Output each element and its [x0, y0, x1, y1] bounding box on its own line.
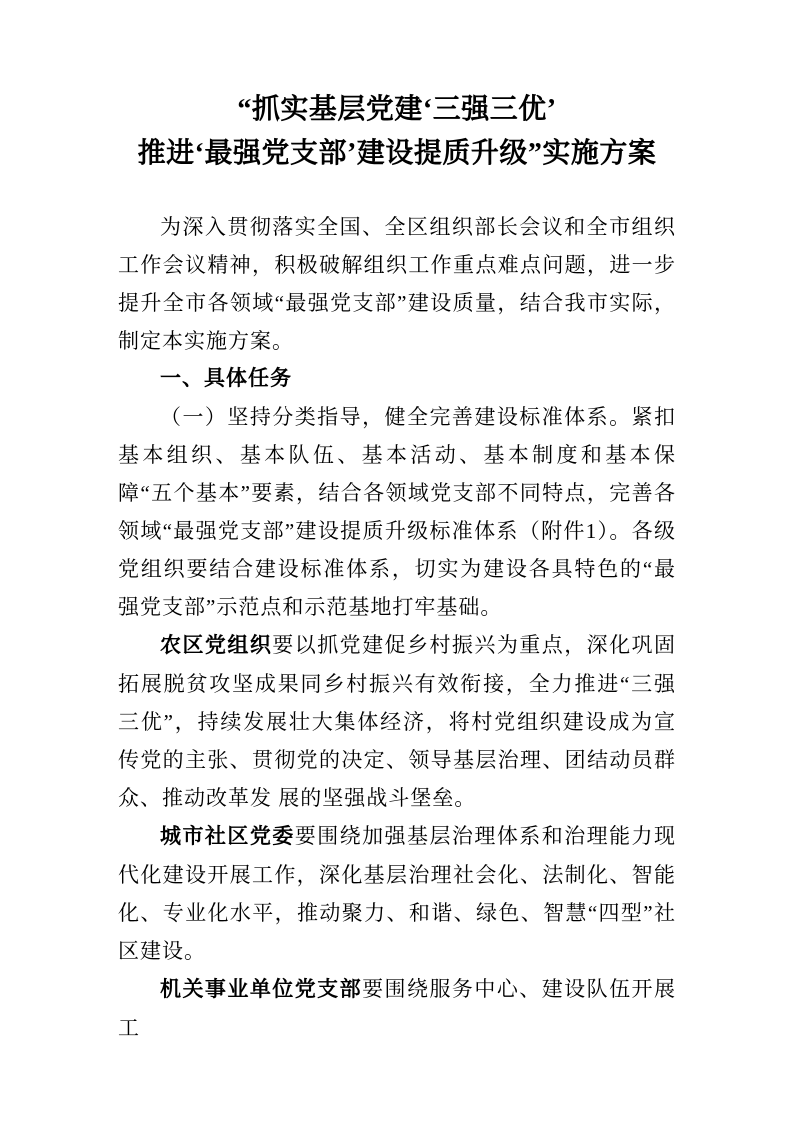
intro-paragraph — [118, 208, 676, 360]
paragraph-standards-text: 紧扣基本组织、基本队伍、基本活动、基本制度和基本保障“五个基本”要素，结合各领域党支部不同特点，完善各领域“最强党支部”建设提质升级标准体系（附件1）。各级党组织要结合建设标准体系，切实为建设各具特色的“最强党支部”示范点和示范基地打牢基础。 — [118, 405, 677, 619]
paragraph-agency-text: 要围绕服务中心、建设队伍开展工 — [118, 977, 677, 1040]
document-title — [118, 88, 676, 176]
title-line-1: “抓实基层党建‘三强三优’ — [237, 94, 557, 125]
paragraph-rural-lead: 农区党组织 — [160, 634, 273, 657]
document-body — [118, 208, 676, 1047]
section-heading-text: 一、具体任务 — [160, 367, 292, 390]
paragraph-community-lead: 城市社区党委 — [160, 825, 295, 848]
paragraph-community-text: 要围绕加强基层治理体系和治理能力现代化建设开展工作，深化基层治理社会化、法制化、智能化、专业化水平，推动聚力、和谐、绿色、智慧“四型”社区建设。 — [118, 824, 677, 963]
title-line-2: 推进‘最强党支部’建设提质升级”实施方案 — [137, 138, 657, 169]
paragraph-rural — [118, 626, 676, 817]
intro-text: 为深入贯彻落实全国、全区组织部长会议和全市组织工作会议精神，积极破解组织工作重点难点问题，进一步提升全市各领域“最强党支部”建设质量，结合我市实际，制定本实施方案。 — [118, 215, 676, 353]
section-heading — [118, 360, 676, 398]
paragraph-agency — [118, 970, 676, 1047]
paragraph-standards-lead: （一）坚持分类指导，健全完善建设标准体系。 — [160, 405, 632, 429]
paragraph-standards — [118, 398, 676, 626]
paragraph-rural-text: 要以抓党建促乡村振兴为重点，深化巩固拓展脱贫攻坚成果同乡村振兴有效衔接，全力推进“三强三优”，持续发展壮大集体经济，将村党组织建设成为宣传党的主张、贯彻党的决定、领导基层治理、团结动员群众、推动改革发 展的坚强战斗堡垒。 — [118, 633, 677, 810]
paragraph-agency-lead: 机关事业单位党支部 — [160, 978, 363, 1001]
paragraph-community — [118, 817, 676, 970]
